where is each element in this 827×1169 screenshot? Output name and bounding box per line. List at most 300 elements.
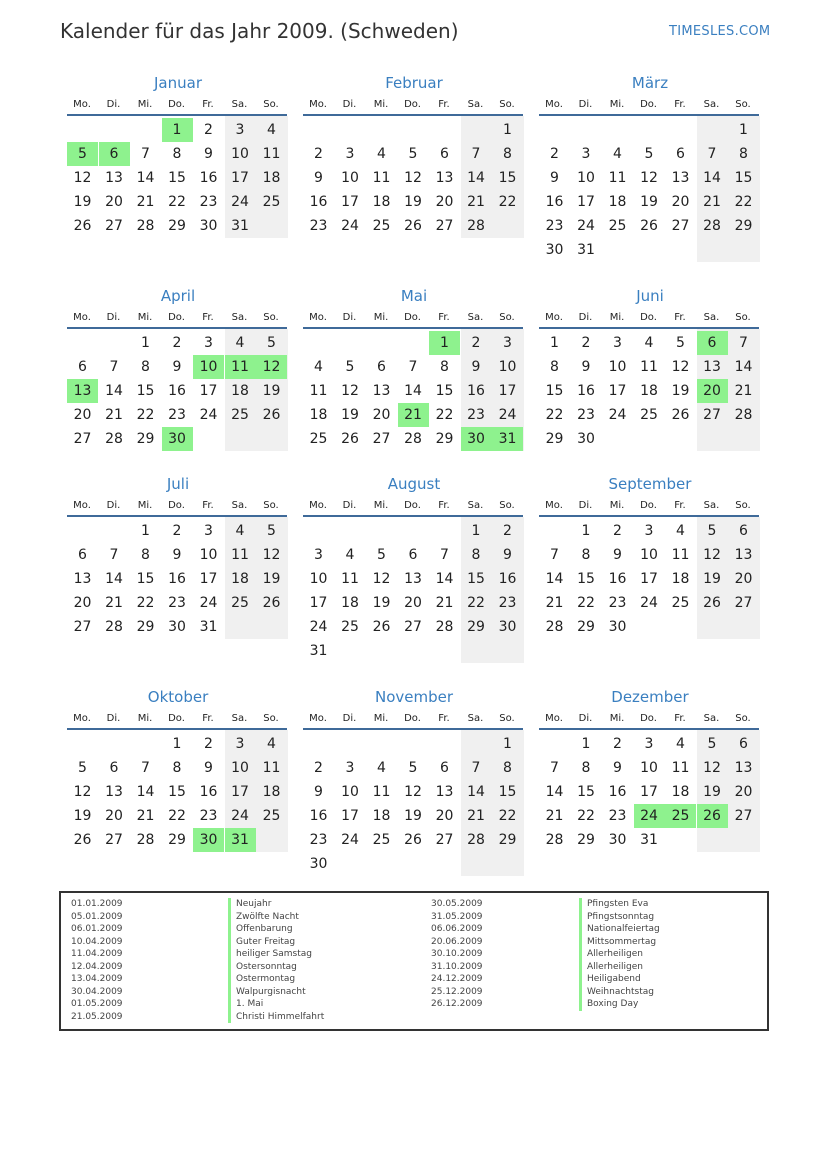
day-cell[interactable]: 17 xyxy=(199,383,218,399)
day-cell[interactable]: 5 xyxy=(267,523,276,539)
day-cell[interactable]: 26 xyxy=(697,804,728,828)
day-cell[interactable]: 14 xyxy=(404,383,422,399)
day-cell[interactable]: 1 xyxy=(172,736,182,752)
day-cell[interactable]: 25 xyxy=(231,595,249,611)
day-cell[interactable]: 10 xyxy=(608,359,627,375)
day-cell[interactable]: 4 xyxy=(235,335,245,351)
day-cell[interactable]: 21 xyxy=(398,403,429,427)
day-cell[interactable]: 12 xyxy=(404,784,422,800)
day-cell[interactable]: 30 xyxy=(162,427,193,451)
day-cell[interactable]: 8 xyxy=(172,760,182,776)
day-cell[interactable]: 28 xyxy=(136,832,155,848)
day-cell[interactable]: 12 xyxy=(671,359,690,375)
day-cell[interactable]: 2 xyxy=(314,146,323,162)
day-cell[interactable]: 4 xyxy=(345,547,355,563)
day-cell[interactable]: 16 xyxy=(608,571,627,587)
day-cell[interactable]: 24 xyxy=(309,619,328,635)
day-cell[interactable]: 5 xyxy=(67,142,98,166)
day-cell[interactable]: 12 xyxy=(73,170,92,186)
day-cell[interactable]: 7 xyxy=(408,359,418,375)
day-cell[interactable]: 19 xyxy=(640,194,658,210)
day-cell[interactable]: 22 xyxy=(168,808,186,824)
day-cell[interactable]: 7 xyxy=(141,146,150,162)
day-cell[interactable]: 18 xyxy=(231,571,249,587)
day-cell[interactable]: 18 xyxy=(262,170,281,186)
day-cell[interactable]: 9 xyxy=(471,359,481,375)
day-cell[interactable]: 5 xyxy=(408,146,418,162)
day-cell[interactable]: 19 xyxy=(703,784,721,800)
day-cell[interactable]: 28 xyxy=(404,431,422,447)
day-cell[interactable]: 23 xyxy=(199,194,218,210)
day-cell[interactable]: 24 xyxy=(498,407,517,423)
day-cell[interactable]: 3 xyxy=(613,335,622,351)
day-cell[interactable]: 5 xyxy=(377,547,386,563)
day-cell[interactable]: 27 xyxy=(734,595,753,611)
day-cell[interactable]: 1 xyxy=(503,122,512,138)
day-cell[interactable]: 21 xyxy=(467,808,485,824)
day-cell[interactable]: 23 xyxy=(168,595,186,611)
day-cell[interactable]: 16 xyxy=(545,194,564,210)
day-cell[interactable]: 31 xyxy=(231,218,249,234)
day-cell[interactable]: 24 xyxy=(341,218,359,234)
day-cell[interactable]: 7 xyxy=(471,146,481,162)
day-cell[interactable]: 18 xyxy=(372,808,391,824)
day-cell[interactable]: 25 xyxy=(341,619,359,635)
day-cell[interactable]: 1 xyxy=(581,736,591,752)
day-cell[interactable]: 1 xyxy=(141,335,150,351)
day-cell[interactable]: 6 xyxy=(739,523,748,539)
day-cell[interactable]: 21 xyxy=(545,808,564,824)
day-cell[interactable]: 10 xyxy=(341,784,359,800)
day-cell[interactable]: 17 xyxy=(640,784,658,800)
day-cell[interactable]: 3 xyxy=(581,146,591,162)
day-cell[interactable]: 27 xyxy=(73,619,92,635)
day-cell[interactable]: 2 xyxy=(314,760,323,776)
day-cell[interactable]: 27 xyxy=(435,832,454,848)
day-cell[interactable]: 26 xyxy=(404,218,422,234)
day-cell[interactable]: 16 xyxy=(608,784,627,800)
day-cell[interactable]: 19 xyxy=(372,595,391,611)
day-cell[interactable]: 6 xyxy=(99,142,130,166)
day-cell[interactable]: 18 xyxy=(309,407,328,423)
day-cell[interactable]: 12 xyxy=(404,170,422,186)
day-cell[interactable]: 2 xyxy=(550,146,559,162)
day-cell[interactable]: 3 xyxy=(235,736,245,752)
day-cell[interactable]: 2 xyxy=(581,335,591,351)
day-cell[interactable]: 23 xyxy=(608,808,627,824)
day-cell[interactable]: 22 xyxy=(168,194,186,210)
day-cell[interactable]: 19 xyxy=(341,407,359,423)
day-cell[interactable]: 22 xyxy=(136,407,155,423)
day-cell[interactable]: 26 xyxy=(73,832,92,848)
day-cell[interactable]: 15 xyxy=(577,784,595,800)
day-cell[interactable]: 18 xyxy=(231,383,249,399)
day-cell[interactable]: 4 xyxy=(377,146,386,162)
day-cell[interactable]: 22 xyxy=(498,194,517,210)
day-cell[interactable]: 10 xyxy=(231,760,249,776)
day-cell[interactable]: 22 xyxy=(577,808,595,824)
day-cell[interactable]: 24 xyxy=(634,804,665,828)
day-cell[interactable]: 31 xyxy=(199,619,218,635)
day-cell[interactable]: 5 xyxy=(408,760,418,776)
day-cell[interactable]: 3 xyxy=(503,335,512,351)
day-cell[interactable]: 5 xyxy=(267,335,276,351)
day-cell[interactable]: 7 xyxy=(739,335,748,351)
day-cell[interactable]: 24 xyxy=(608,407,627,423)
day-cell[interactable]: 12 xyxy=(640,170,658,186)
day-cell[interactable]: 30 xyxy=(168,619,186,635)
day-cell[interactable]: 14 xyxy=(105,571,123,587)
day-cell[interactable]: 5 xyxy=(345,359,355,375)
day-cell[interactable]: 19 xyxy=(262,383,281,399)
day-cell[interactable]: 25 xyxy=(309,431,328,447)
day-cell[interactable]: 22 xyxy=(435,407,454,423)
day-cell[interactable]: 22 xyxy=(498,808,517,824)
day-cell[interactable]: 3 xyxy=(314,547,323,563)
day-cell[interactable]: 17 xyxy=(498,383,517,399)
day-cell[interactable]: 1 xyxy=(550,335,559,351)
day-cell[interactable]: 2 xyxy=(172,335,182,351)
day-cell[interactable]: 30 xyxy=(199,218,218,234)
day-cell[interactable]: 24 xyxy=(199,407,218,423)
day-cell[interactable]: 15 xyxy=(734,170,753,186)
day-cell[interactable]: 19 xyxy=(73,194,92,210)
day-cell[interactable]: 14 xyxy=(105,383,123,399)
day-cell[interactable]: 27 xyxy=(73,431,92,447)
day-cell[interactable]: 17 xyxy=(341,808,359,824)
day-cell[interactable]: 13 xyxy=(435,170,454,186)
day-cell[interactable]: 5 xyxy=(676,335,685,351)
day-cell[interactable]: 15 xyxy=(435,383,454,399)
day-cell[interactable]: 20 xyxy=(435,194,454,210)
day-cell[interactable]: 6 xyxy=(739,736,748,752)
day-cell[interactable]: 18 xyxy=(341,595,359,611)
day-cell[interactable]: 8 xyxy=(550,359,559,375)
day-cell[interactable]: 25 xyxy=(372,832,391,848)
day-cell[interactable]: 24 xyxy=(341,832,359,848)
day-cell[interactable]: 30 xyxy=(309,856,328,872)
day-cell[interactable]: 23 xyxy=(545,218,564,234)
day-cell[interactable]: 9 xyxy=(204,146,213,162)
day-cell[interactable]: 11 xyxy=(262,146,281,162)
day-cell[interactable]: 4 xyxy=(267,736,276,752)
day-cell[interactable]: 16 xyxy=(309,808,328,824)
day-cell[interactable]: 21 xyxy=(136,808,155,824)
day-cell[interactable]: 18 xyxy=(671,784,690,800)
day-cell[interactable]: 21 xyxy=(734,383,753,399)
day-cell[interactable]: 19 xyxy=(404,808,422,824)
day-cell[interactable]: 6 xyxy=(440,760,449,776)
day-cell[interactable]: 6 xyxy=(78,359,87,375)
day-cell[interactable]: 12 xyxy=(256,355,287,379)
day-cell[interactable]: 24 xyxy=(231,194,249,210)
day-cell[interactable]: 6 xyxy=(408,547,418,563)
day-cell[interactable]: 28 xyxy=(105,431,123,447)
day-cell[interactable]: 13 xyxy=(734,760,753,776)
day-cell[interactable]: 1 xyxy=(471,523,481,539)
day-cell[interactable]: 1 xyxy=(429,331,460,355)
day-cell[interactable]: 10 xyxy=(199,547,218,563)
day-cell[interactable]: 7 xyxy=(141,760,150,776)
day-cell[interactable]: 28 xyxy=(435,619,454,635)
day-cell[interactable]: 10 xyxy=(577,170,595,186)
day-cell[interactable]: 12 xyxy=(703,760,721,776)
day-cell[interactable]: 22 xyxy=(734,194,753,210)
day-cell[interactable]: 15 xyxy=(545,383,564,399)
day-cell[interactable]: 13 xyxy=(671,170,690,186)
day-cell[interactable]: 16 xyxy=(577,383,595,399)
day-cell[interactable]: 18 xyxy=(262,784,281,800)
day-cell[interactable]: 16 xyxy=(467,383,485,399)
day-cell[interactable]: 8 xyxy=(141,359,150,375)
day-cell[interactable]: 3 xyxy=(235,122,245,138)
day-cell[interactable]: 8 xyxy=(141,547,150,563)
day-cell[interactable]: 29 xyxy=(168,832,186,848)
day-cell[interactable]: 26 xyxy=(73,218,92,234)
day-cell[interactable]: 1 xyxy=(141,523,150,539)
day-cell[interactable]: 21 xyxy=(545,595,564,611)
day-cell[interactable]: 9 xyxy=(581,359,591,375)
day-cell[interactable]: 28 xyxy=(545,832,564,848)
day-cell[interactable]: 6 xyxy=(440,146,449,162)
day-cell[interactable]: 22 xyxy=(545,407,564,423)
day-cell[interactable]: 13 xyxy=(372,383,391,399)
day-cell[interactable]: 16 xyxy=(498,571,517,587)
day-cell[interactable]: 14 xyxy=(136,170,155,186)
day-cell[interactable]: 30 xyxy=(545,242,564,258)
day-cell[interactable]: 25 xyxy=(640,407,658,423)
day-cell[interactable]: 5 xyxy=(707,523,717,539)
day-cell[interactable]: 25 xyxy=(671,595,690,611)
day-cell[interactable]: 17 xyxy=(640,571,658,587)
day-cell[interactable]: 24 xyxy=(577,218,595,234)
day-cell[interactable]: 19 xyxy=(73,808,92,824)
day-cell[interactable]: 26 xyxy=(262,407,281,423)
day-cell[interactable]: 14 xyxy=(703,170,721,186)
day-cell[interactable]: 17 xyxy=(309,595,328,611)
day-cell[interactable]: 8 xyxy=(581,547,591,563)
day-cell[interactable]: 12 xyxy=(372,571,391,587)
day-cell[interactable]: 11 xyxy=(262,760,281,776)
day-cell[interactable]: 9 xyxy=(613,760,622,776)
day-cell[interactable]: 1 xyxy=(503,736,512,752)
day-cell[interactable]: 8 xyxy=(172,146,182,162)
day-cell[interactable]: 13 xyxy=(67,379,98,403)
day-cell[interactable]: 11 xyxy=(671,547,690,563)
day-cell[interactable]: 17 xyxy=(231,170,249,186)
day-cell[interactable]: 27 xyxy=(372,431,391,447)
day-cell[interactable]: 9 xyxy=(314,170,323,186)
day-cell[interactable]: 18 xyxy=(671,571,690,587)
day-cell[interactable]: 1 xyxy=(739,122,748,138)
day-cell[interactable]: 5 xyxy=(644,146,654,162)
day-cell[interactable]: 6 xyxy=(377,359,386,375)
day-cell[interactable]: 25 xyxy=(372,218,391,234)
day-cell[interactable]: 11 xyxy=(640,359,658,375)
day-cell[interactable]: 23 xyxy=(309,218,328,234)
day-cell[interactable]: 6 xyxy=(697,331,728,355)
day-cell[interactable]: 5 xyxy=(707,736,717,752)
day-cell[interactable]: 28 xyxy=(136,218,155,234)
day-cell[interactable]: 10 xyxy=(231,146,249,162)
day-cell[interactable]: 14 xyxy=(435,571,454,587)
day-cell[interactable]: 26 xyxy=(404,832,422,848)
day-cell[interactable]: 8 xyxy=(581,760,591,776)
day-cell[interactable]: 24 xyxy=(640,595,658,611)
day-cell[interactable]: 29 xyxy=(168,218,186,234)
day-cell[interactable]: 11 xyxy=(372,784,391,800)
day-cell[interactable]: 26 xyxy=(262,595,281,611)
day-cell[interactable]: 2 xyxy=(613,523,622,539)
day-cell[interactable]: 2 xyxy=(503,523,512,539)
day-cell[interactable]: 9 xyxy=(613,547,622,563)
day-cell[interactable]: 17 xyxy=(341,194,359,210)
day-cell[interactable]: 4 xyxy=(267,122,276,138)
day-cell[interactable]: 25 xyxy=(262,194,281,210)
day-cell[interactable]: 27 xyxy=(105,832,123,848)
day-cell[interactable]: 17 xyxy=(231,784,249,800)
day-cell[interactable]: 15 xyxy=(467,571,485,587)
day-cell[interactable]: 20 xyxy=(73,595,92,611)
day-cell[interactable]: 11 xyxy=(225,355,256,379)
day-cell[interactable]: 26 xyxy=(640,218,658,234)
day-cell[interactable]: 10 xyxy=(341,170,359,186)
day-cell[interactable]: 10 xyxy=(640,760,658,776)
day-cell[interactable]: 30 xyxy=(498,619,517,635)
day-cell[interactable]: 3 xyxy=(204,335,213,351)
day-cell[interactable]: 2 xyxy=(204,736,213,752)
day-cell[interactable]: 31 xyxy=(640,832,658,848)
day-cell[interactable]: 23 xyxy=(577,407,595,423)
day-cell[interactable]: 7 xyxy=(471,760,481,776)
day-cell[interactable]: 26 xyxy=(341,431,359,447)
day-cell[interactable]: 9 xyxy=(172,359,182,375)
day-cell[interactable]: 3 xyxy=(644,736,654,752)
day-cell[interactable]: 11 xyxy=(372,170,391,186)
day-cell[interactable]: 9 xyxy=(204,760,213,776)
day-cell[interactable]: 28 xyxy=(467,218,485,234)
day-cell[interactable]: 29 xyxy=(545,431,564,447)
day-cell[interactable]: 17 xyxy=(608,383,627,399)
day-cell[interactable]: 26 xyxy=(703,595,721,611)
day-cell[interactable]: 29 xyxy=(734,218,753,234)
day-cell[interactable]: 25 xyxy=(608,218,627,234)
day-cell[interactable]: 30 xyxy=(608,619,627,635)
day-cell[interactable]: 15 xyxy=(498,170,517,186)
day-cell[interactable]: 11 xyxy=(231,547,249,563)
day-cell[interactable]: 20 xyxy=(105,808,123,824)
day-cell[interactable]: 10 xyxy=(309,571,328,587)
day-cell[interactable]: 8 xyxy=(471,547,481,563)
day-cell[interactable]: 21 xyxy=(105,407,123,423)
day-cell[interactable]: 5 xyxy=(78,760,87,776)
day-cell[interactable]: 4 xyxy=(377,760,386,776)
day-cell[interactable]: 27 xyxy=(703,407,721,423)
day-cell[interactable]: 14 xyxy=(467,170,485,186)
day-cell[interactable]: 15 xyxy=(136,383,155,399)
day-cell[interactable]: 1 xyxy=(581,523,591,539)
day-cell[interactable]: 20 xyxy=(435,808,454,824)
day-cell[interactable]: 25 xyxy=(231,407,249,423)
day-cell[interactable]: 7 xyxy=(707,146,717,162)
day-cell[interactable]: 20 xyxy=(734,571,753,587)
day-cell[interactable]: 7 xyxy=(550,760,559,776)
day-cell[interactable]: 29 xyxy=(136,619,155,635)
day-cell[interactable]: 2 xyxy=(172,523,182,539)
day-cell[interactable]: 22 xyxy=(577,595,595,611)
day-cell[interactable]: 24 xyxy=(231,808,249,824)
day-cell[interactable]: 9 xyxy=(550,170,559,186)
day-cell[interactable]: 16 xyxy=(199,784,218,800)
day-cell[interactable]: 17 xyxy=(199,571,218,587)
day-cell[interactable]: 15 xyxy=(577,571,595,587)
day-cell[interactable]: 20 xyxy=(73,407,92,423)
day-cell[interactable]: 22 xyxy=(136,595,155,611)
day-cell[interactable]: 12 xyxy=(703,547,721,563)
day-cell[interactable]: 23 xyxy=(199,808,218,824)
day-cell[interactable]: 14 xyxy=(545,571,564,587)
day-cell[interactable]: 31 xyxy=(309,643,328,659)
day-cell[interactable]: 13 xyxy=(435,784,454,800)
day-cell[interactable]: 21 xyxy=(703,194,721,210)
day-cell[interactable]: 15 xyxy=(168,784,186,800)
site-link[interactable]: TIMESLES.COM xyxy=(669,24,771,39)
day-cell[interactable]: 18 xyxy=(640,383,658,399)
day-cell[interactable]: 29 xyxy=(577,832,595,848)
day-cell[interactable]: 23 xyxy=(498,595,517,611)
day-cell[interactable]: 27 xyxy=(435,218,454,234)
day-cell[interactable]: 21 xyxy=(105,595,123,611)
day-cell[interactable]: 13 xyxy=(703,359,721,375)
day-cell[interactable]: 23 xyxy=(608,595,627,611)
day-cell[interactable]: 12 xyxy=(73,784,92,800)
day-cell[interactable]: 16 xyxy=(168,383,186,399)
day-cell[interactable]: 28 xyxy=(105,619,123,635)
day-cell[interactable]: 20 xyxy=(697,379,728,403)
day-cell[interactable]: 3 xyxy=(345,760,355,776)
day-cell[interactable]: 4 xyxy=(314,359,323,375)
day-cell[interactable]: 30 xyxy=(461,427,492,451)
day-cell[interactable]: 12 xyxy=(341,383,359,399)
day-cell[interactable]: 27 xyxy=(734,808,753,824)
day-cell[interactable]: 4 xyxy=(644,335,654,351)
day-cell[interactable]: 15 xyxy=(498,784,517,800)
day-cell[interactable]: 2 xyxy=(204,122,213,138)
day-cell[interactable]: 26 xyxy=(372,619,391,635)
day-cell[interactable]: 16 xyxy=(309,194,328,210)
day-cell[interactable]: 29 xyxy=(136,431,155,447)
day-cell[interactable]: 2 xyxy=(471,335,481,351)
day-cell[interactable]: 31 xyxy=(492,427,523,451)
day-cell[interactable]: 31 xyxy=(577,242,595,258)
day-cell[interactable]: 3 xyxy=(204,523,213,539)
day-cell[interactable]: 27 xyxy=(671,218,690,234)
day-cell[interactable]: 10 xyxy=(193,355,224,379)
day-cell[interactable]: 6 xyxy=(78,547,87,563)
day-cell[interactable]: 18 xyxy=(608,194,627,210)
day-cell[interactable]: 12 xyxy=(262,547,281,563)
day-cell[interactable]: 16 xyxy=(199,170,218,186)
day-cell[interactable]: 19 xyxy=(262,571,281,587)
day-cell[interactable]: 21 xyxy=(467,194,485,210)
day-cell[interactable]: 30 xyxy=(193,828,224,852)
day-cell[interactable]: 30 xyxy=(608,832,627,848)
day-cell[interactable]: 15 xyxy=(168,170,186,186)
day-cell[interactable]: 7 xyxy=(109,547,119,563)
day-cell[interactable]: 27 xyxy=(404,619,422,635)
day-cell[interactable]: 8 xyxy=(503,146,512,162)
day-cell[interactable]: 25 xyxy=(262,808,281,824)
